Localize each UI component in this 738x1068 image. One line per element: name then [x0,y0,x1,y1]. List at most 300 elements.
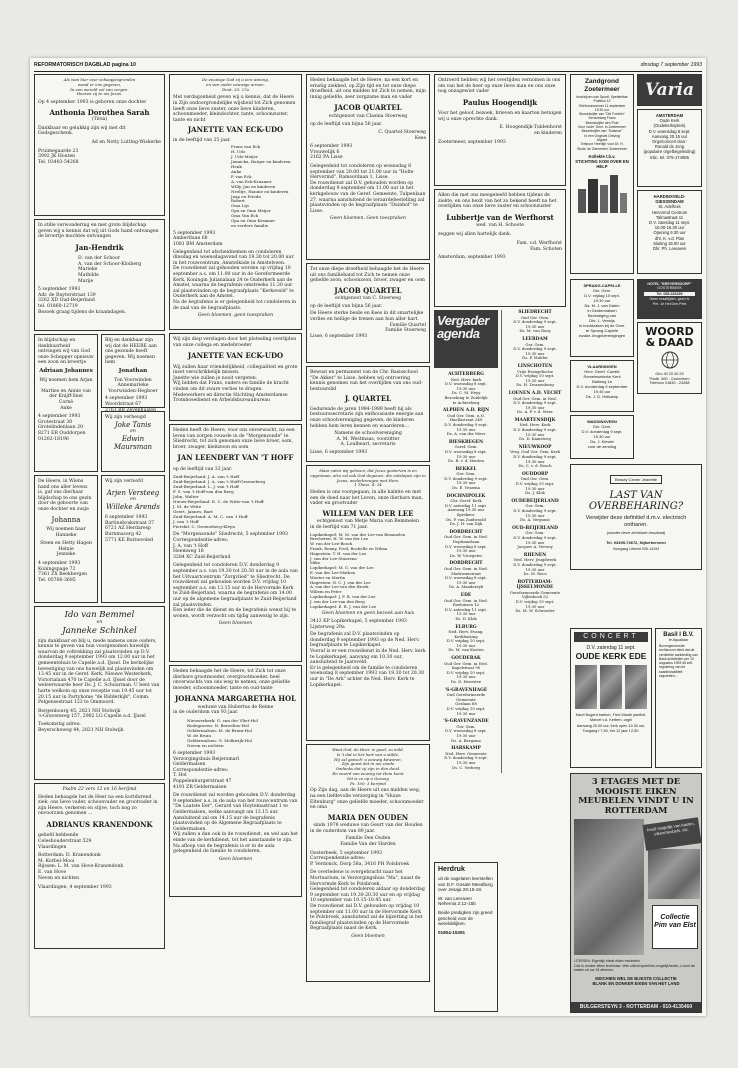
agenda-item [504,364,566,388]
ad-title: 3 ETAGES MET DE MOOISTE EIKEN MEUBELEN VINDT U IN ROTTERDAM [578,776,694,815]
engagement-notice-arjen-willeke [101,475,165,603]
thanks-notice-lubbertje [434,189,566,307]
hotel-phone: Tel. 085-333189 [644,292,695,296]
notice-intro: Tot onze diepe droefheid behaagde het de Heere uit ons familieband tot Zich te nemen onze geliefde zoon, schoonzoon, broer, zwager en oom [310,267,425,284]
agenda-item-details: Oud Ger. Gem. D.V. vrijdag 10 sept. 19.30 uur Ds. J. Klok [515,476,555,496]
agenda-right-list [504,310,566,614]
notice-intro: Heden heeft de Heere, voor ons onverwacht, na een leven van zorgen rouwde in de "Morgenzonde" te Sliedrecht, tot zich genomen onze lieve broer, oom, broer, zwager, kleinzoon en oom [173,428,295,450]
agenda-logo: Vergaderagenda [434,310,498,368]
notice-family: Rotterdam: D. Kranendonk M. Korbel-Mooi Rijssen: L. M. van Hove-Kranendonk E. van Hove Neven en nichten [38,853,124,881]
notice-name: JANETTE VAN ECK-UDO [187,125,284,135]
notice-future-address: Toekomstig adres: Beyerscheweg 44, 2821 NH Stolwijk [38,721,124,733]
notice-name: Adriaan Johannes [39,367,93,374]
notice-address: 6 september 1993 Bartinebrakstraat 37 6721 AZ Herdaresp Burnmacerg 42 5771 KE Burnevoled [105,515,154,543]
notice-thanks: Dankbaar en gelukkig zijn wij met dit Godsgeschenk. [38,125,126,137]
birth-notice-adriaan [34,334,98,472]
agenda-item-place: SLIEDRECHT [518,310,552,315]
agenda-item-details: Oud Ger. Gem. in Ned. Noptimaslaan D.V. woensdag 8 sept. 19.30 uur Ds. W. Vroegeter [444,534,488,558]
notice-intro: Op Zijn dag, aan de Heere uit ons midden weg, na een liefdevolle verzorging in "Huize Eltenburg" onze geliefde moeder, schoonmoeder en oma [310,788,424,811]
notice-sub: Wij noemen haar Hanneke [46,527,86,538]
notice-intro: Heden behaagde het de Heere, tot Zich tot onze dierbare grootmoeder, overgrootmoeder, heel onverwachts van ons weg te nemen, onze geliefde moeder, schoonmoeder, tante en oud-tante [173,669,291,691]
agenda-item [504,499,566,523]
notice-name-2: Janneke Schinkel [62,625,137,636]
ad-body: Verwijder deze definitief d.m.v. electrisch ontharen. [585,515,687,528]
agenda-item-details: Chr. Geref. Kerk D.V. zaterdag 11 sept. Aanvang 19.30 uur Sprekers: Ds. P. van Zuidwoold Ds. J. H. van Dijk [444,498,488,527]
agenda-item [434,688,498,717]
beauty-center-ad [570,464,702,570]
herdruk-note: Beide predigken zijn greed gescheid voor de wereldelijken. [438,909,493,927]
notice-family: Nieuwerkerk: G. van der Vliet-Hol Bodegraven: N. Boreelius-Hol Geldermalsen: M. de Bruin-Hol W. de Bruin Geldermalsen: G. Molkwijk-Hol Neven en nichten [187,718,258,749]
agenda-item [504,310,566,334]
notice-sign: Fam. v.d. Werfhorst Fam. Schoten [516,241,562,253]
varia-banner: Varia [637,74,702,106]
agenda-item-details: Ned. Herv. Gemeente D.V. donderdag 9 sept. 19.30 uur Ds. C. Verberg [444,750,488,770]
ads-mid-right [637,279,702,462]
agenda-item [434,467,498,491]
notice-details: Gelegenheid tot condoleren D.V. donderdag 9 september a.s. van 19.30 tot 20.30 uur in de aula van het Uitvaartcentrum "Zorgvlied" te Sliedrecht. De rouwdienst zal gehouden worden D.V. vrijdag 10 september a.s. om 13.15 uur in de Hervormde Kerk te Zuid-Beijerland, waarna de begrafenis om 14.00 uur op de algemene begraafplaats te Zuid-Beijerland zal plaatsvinden. Een ieder die de dienst en de begrafenis wenst bij te wonen, wordt verzocht om tijdig aanwezig te zijn. [173,563,298,619]
birth-notice-johanna [34,475,98,603]
notice-nickname: (Tirsa) [91,117,108,123]
agenda-item-place: DOCHNIPOLEK [446,493,486,499]
agenda-item-place: MAARTENSDIJK [514,417,556,423]
notice-verse: De eeuwige God zij u een woning, en van onder eeuwige armen. Deut. 33: 27a [201,77,270,92]
agenda-item [504,337,566,361]
notice-footer: Vlaardingen, 4 september 1993 [38,885,112,891]
death-notice-willem [306,465,430,741]
notice-address: Amsterdam, september 1993 [438,254,506,260]
notice-intro: Met verdagonheid geven wij u kennis, dat de Heere in Zijn ondoorgrondelijke wijsheid tot Zich genomen heeft onze lieve zuster, onze lieve kinderen, schoonmoeder, kleindochter, tante, schoonzuster, tante en nicht [173,95,296,123]
globe-icon [642,351,698,369]
basil-notice [655,628,702,768]
agenda-item [504,526,566,550]
notice-text: Bewust en permanent van de Chr. Basisschool "De Akker" te Lisse, hebben wij ontroering kennis genomen van het overlijden van ons oud-bestuurslid [310,370,423,392]
agenda-item [434,494,498,527]
agenda-item-details: Oud Ger. Gem. n.N. Haellastraat 249 D.V. donderdag 9 sept. 19.30 uur Ds. A. van der Meer [444,412,488,437]
agenda-item-details: Ger. Gem. D.V. donderdag 9 sept. 19.30 uur Jacques A. Verwey [513,530,557,550]
page-header [34,61,702,72]
notice-parents: Steen en Hetty Hagen Helnie Jenneke [40,541,92,558]
notice-name: JACOB QUARTEL [334,103,402,113]
herdruk-phone: 01804-15391 [438,929,466,935]
marriage-notice-ido-janneke [34,606,165,780]
notice-intro: Heden behaagde het de Heer na een kortdurend ziek, ons lieve vader, schoonvader en grootvader in zijn Heere, verkeren en stijve, toch nog zo onvoorzien genomen ... [38,794,158,817]
agenda-item [504,445,566,469]
agenda-item [434,408,498,437]
agenda-item-details: Oud Gereformeerde Gemeente Gezlaan 68 D.V. vrijdag 10 sept. 19.30 uur [446,692,486,716]
notice-age: op de leeftijd van bijna 56 jaar. [310,303,383,309]
concert-where: OUDE KERK EDE [575,651,647,661]
notice-text: De Heere, in Wiens hand ons aller levens is, gaf ons dierbaar blijdschap te ons gezin door de geboorte van onze dochter en zusje [38,479,92,512]
notice-text: Wij zijn diep verslagen door het plotseling overlijden van onze collega en medebroeder [173,337,297,348]
notice-sub: echtgenoot van Clasina Stoerweg [328,113,408,119]
notice-name: Paulus Hoogendijk [462,97,538,107]
ad-body: Bovengenoemde rechtsvorm dient dat de verdeelde aanbieding van Basil activiteiten per 10 augustus 1993 dit zelf-regulering van de kaartinstabiliteit stopzetten... [659,644,698,679]
agenda-item-details: Vrije Evangelische D.V. vrijdag 10 sept. 19.30 uur Ds. H. Zwanenburg [515,368,555,388]
performer-photo [600,665,622,709]
newspaper-page [30,58,706,1016]
ad-contact: Tel. 03495-73672, Nijkerkerveen [606,540,666,546]
herdruk-author: W. van Leeuwen Nehemia 2:12-15b [438,895,476,907]
notice-name-2: Willeke Arends [106,502,160,511]
notice-family: C. Quartel-Stoerweg Kees [378,130,426,141]
notice-details: Gelegenheid tot afscheidnemen en condoleren dinsdag en woensdagavond van 19.30 tot 20.00 uur in het rouwcentrum, Amstelkade in Amstelveen. De rouwdienst zal gehouden worden op vrijdag 10 september a.s. om 11.00 uur in de Gereformeerde Kerk, Koningin Julianalaan 24 te Ouderkerk aan de Amstel, waarna de begrafenis omstreeks 11.30 uur zal plaatsvinden op de begraafplaats "Kerkeveld" te Ouderkerk aan de Amstel. Na de begrafenis is er gelegenheid tot condoleren in de zaal van de begraafplaats. [173,249,297,311]
notice-name-2: Edwin Maursman [113,434,153,452]
notice-address: De "Morgenzonde" Sliedrecht, 5 september 1993 Correspondentie-adres: J. A. van 't Hoff Heemweg 18 3284 XC Zuid-Beijerland [173,532,288,560]
meubel-ad [570,773,702,1013]
column-2 [169,74,302,900]
notice-text: In blijdschap en dankbaarheid ontvingen wij van God onze Schepper opnieuw een zoon en broertje [38,338,94,366]
notice-intro: Wij zijn verloofd [105,479,143,484]
notice-name: Anthonia Dorothea Sarah [49,107,150,117]
agenda-left-column [434,310,498,773]
notice-name: Johanna [51,515,81,524]
notice-address: 3412 KP Lopikerkapel, 5 september 1993 Lijsterweg 29a [310,619,407,630]
concert-ad [570,628,652,768]
agenda-item-details: Oud Ger. Gem. in Ned. D.V. donderdag 9 sept. 19.30 uur Ds. A. P. v. d. Meer [513,395,557,415]
agenda-item-details: Ger. Gem. D.V. woensdag 8 sept. 19.30 uur Ds. A. Bergsma [444,723,488,743]
ad-body: St. Adelhuis Hervormd Centrum Talmastraat 11 D.V. zaterdag 11 sept. 10.00-16.30 uur Opening 9.30 uur dhr. K. v.d. Plas Sluiting 16.00 uur Dhr. Ph. Leeuwen [649,204,690,252]
header-right: dinsdag 7 september 1993 [640,62,702,68]
agenda-item-details: Ger. Gem. D.V. donderdag 9 sept. 19.30 uur Ds. E. Venema [444,471,488,491]
notice-and: en [96,620,103,625]
ad-promo: Kollekte t.b.v. STICHTING KOM OVER EN HELP [575,153,629,169]
notice-sub: wed. van H. Schoote [476,223,524,229]
ad-lines: LITERIEN: Eigentijk blank eiken meubelen Ook is donker eiken leverbaar. Vele uiterst speelfoto-mogelijkheden, u kunt de kasten uit uw 15 afmeren. [574,959,695,973]
notice-name: JAN LEENDERT VAN 'T HOFF [177,453,294,463]
column-1 [34,74,165,952]
agenda-item [504,553,566,577]
notice-name: JOHANNA MARGARETHA HOL [174,694,296,704]
city-skyline-icon [574,173,630,213]
zandgrond-ad [570,74,634,274]
agenda-item-details: Oud Ger. Gem. in Ned. Madrusmstraat D.V. woensdag 8 sept. 19.30 uur Ds. A. Mandeeryk [444,565,488,590]
notice-verse: Maar zalen wij geloven, dat Jezus gestorven is en opgestaan, alzo zal ook God degenen, die ontslapen zijn in Jezus, wederbrengen met Hem. 1 Thess. 4: 14 [310,468,426,488]
herdruk-box [434,862,498,1012]
notice-and: en [130,429,136,435]
column-4 [434,74,566,935]
agenda-item-place: LEERDAM [522,336,548,342]
notice-body: Gedurende de jaren 1984-1989 heeft hij als bestuurssecretaris zijn enthousiaste energie aan onze schoolvereniging gegeven, de kinderen hebben hem leren kennen en waarderen... [310,406,424,429]
ad-body: Oude Kerk (Oudekerksplein) D.V. woensdag 8 sept. Aanvang 20.15 uur Orgelconcert door: Ronald de Jong (populaire orgelbegeleiding) Inlic. tel. 075-174685 [643,118,696,160]
hotel-name: HOTEL "BREYERSDORP" [647,282,692,286]
notice-family: Familie Quartel Familie Stoerweg [385,322,426,334]
notice-row-1 [34,334,165,475]
concert-time: Aanvang 20.00 uur, kerk open 19.30 uur. Toegang f 7,50, t/m 12 jaar f 2,50. [576,724,646,734]
agenda-item-details: Geref. Gem. D.V. woensdag 8 sept. 19.30 uur Ds. R. v. d. Houten [444,444,488,464]
column-3 [306,74,430,985]
notice-details: De overledene is overgebracht naar het Mortuarium, in Verzorgingshuis "Ma", naast de Hervormde Kerk te Polsbroek. Gelegenheid tot condoleren aldaar op donderdag 9 september van 19.30-20.30 uur en op vrijdag 10 september van 10.15-10.45 uur. De rouwdienst zal D.V. gehouden op vrijdag 10 september om 11.00 uur in de Hervormde Kerk te Polsbroek, aansluitend zal de bijzetting in het familiegraf plaatsvinden op de Hervormde Begraafplaats naast de Kerk. [310,870,425,932]
ad-badge: Beauty Center Jeanette [610,475,662,484]
ad-small: Voorgang Utrecht 036-14194 [612,547,660,552]
death-notice-janette-2 [169,333,302,421]
agenda-item-place: ELBURG [455,624,477,630]
agenda-item-place: ALPHEN A.D. RIJN [442,408,490,414]
ads-top-row [570,74,702,277]
agenda-item-place: EDE [460,592,472,598]
ad-title: HARDINXVELD-GIESSENDAM [653,194,686,205]
agenda-item-place: LOENEN A.D. VECHT [508,390,562,396]
birth-notice-jan-hendrik [34,219,165,331]
notice-sub: echtgenoot van C. Stoerweg [335,296,401,302]
ad-title: LAST VAN OVERBEHARING? [588,490,684,512]
notice-family: Zuid-Beijerland: J. A. van 't Hoff Zuid-Beijerland: J. A. van 't Hoff-Groeneberg Zuid-Beijerland: L. J. van 't Hoff F. S. van 't Hoff-van den Berg John, Walter Nieuw-Beijerland: E. C. de Witte-van 't Hoff J. M. de Witte Geert, Jannes, Bart Zuid-Beijerland: A. M. C. van 't Hoff J. van 't Hoff Piershil: C. Groeneberg-Kleyn [173,474,266,530]
notice-sub: weduwe van Hubertus de Reime [197,704,274,710]
ad-title: SPRANG-CAPELLE [583,283,621,288]
notice-age: op de leeftijd van 32 jaar. [173,466,233,472]
notice-text: Ontroerd hebben wij het overlijden vernomen in ons om van het de heer op onze lieve man en ons onze nog onzagewiet vader [438,78,561,95]
notice-family: Frans van Eck H. Udo J. Udo-Meijer Jannicka, Rutger en kinderen Henk Anke P. van Eck A. van Eck-Kraamer Willy, Jan en kinderen Neeltje, Hannie en kinderen Jaap en Frieda Robert Oma Lijs Opa en Oma Meijer Oma Van Eck Opa en Oma Kraamer en verdere familie [231,144,291,228]
agenda-item [434,440,498,464]
ad-body: Ger. Gem. D.V. donderdag 9 sept. 19.30 uur Ds. J. Kieviet voor de zending [581,424,623,449]
agenda-item [434,561,498,590]
notice-and: en [130,497,136,503]
header-left: REFORMATORISCH DAGBLAD pagina 10 [34,62,136,68]
notice-body: De Heere sterke beide en Kees in dit smartelijke verlies en heilige de trenen aan hun aller hart. [310,311,424,323]
agenda-item-details: Verg. Oud Ger. Gem. Kerk D.V. donderdag 9 sept. 19.30 uur Ds. C. v. d. Bosch [510,449,560,469]
notice-footer: Geen bloemen [351,933,385,939]
ad-sub: Giro 40 20 40 25 Postb. 560 - Gorinchem Telefoon 01830 - 24288 [649,372,690,386]
ad-body: Ger. Gem. D.V. vrijdag 10 sept. 19.30 uur Ds. M. J. van Dalen in Geldermalsen Bevestiging van Dhr. L. Verwijs In hoofdzaken bij de Gem. te Sprang-Capelle inzake Jeugdverenigingen [578,288,626,338]
notice-name-1: Arjen Versteeg [106,488,160,497]
notice-details: Gelegenheid tot condoleren op woensdag 8 september van 20.00 tot 21.00 uur in "Holte Hervormd", Ramsordaan 1, Lisse. De rouwdienst zal D.V. gehouden worden op donderdag 9 september om 11.00 uur in het kerkgebouw van de Geref. Gemeente, Tulpenlaan 27, waarna aansluitend de teraardebestelling zal plaatsvinden op de begraafplaats "Duinhof" te Lisse. [310,164,426,214]
notice-parents: Ton Voorwinden Annemarieke Voorwinden-Hegboer [108,377,158,394]
agenda-item-place: 'S-GRAVENHAGE [444,687,488,693]
agenda-right-column [501,310,566,773]
concert-title: CONCERT [574,632,648,642]
waddinxveen-ad [570,415,634,459]
ad-sub: te Aquabaar [668,638,689,642]
death-notice-jacob-2 [306,263,430,363]
notice-name: MARIA DEN OUDEN [327,812,409,822]
agenda-item [504,580,566,614]
notice-address: 5 september 1993 Ambertlaan 68 1081 BM Amsterdam [173,230,223,248]
notice-family: Familie Den Ouden Familie Van der Harden [340,836,396,848]
notice-footer: Geen bloemen [218,621,253,627]
notice-parents: Ad en Netty Lutting-Wiskerke [91,140,161,146]
hotel-ad [637,279,702,319]
notice-body: Wij zullen haar vriendelijkheid, collegialiteit en grote inzet verschrikkelijk missen. Janette wie zullen je nooit vergeten. Wij bidden dat Frans, ouders en familie de kracht vinden om dit zware verlies te dragen. Medewerkers en directie Stichting Amsterdamse Trombosedienst en Arbeidsbureaubureau [173,364,298,404]
notice-stack [101,334,165,475]
agenda-item [504,472,566,496]
notice-row-2 [34,475,165,606]
agenda-item-place: ACHTERBERG [448,372,484,377]
sprang-capelle-ad [570,279,634,357]
agenda-item-details: Ger. Gem. D.V. donderdag 9 sept. 19.30 uur Ds. P. Mulder [513,341,557,361]
agenda-item [434,372,498,405]
ad-title: WADDINXVEEN [587,419,617,424]
notice-name: Jonathan [118,367,148,374]
hotel-line4: Geen maaltijden, geen tv [649,297,690,302]
notice-intro: Heden is ons voorgegaan, in alle kalmte en met een de doed naar het Leven, onze dierbare man, vader en grootvader [310,490,424,507]
agenda-item-details: Ger. Gem. D.V. donderdag 9 sept. 19.30 uur Ds. A. Vergunst [513,503,557,523]
notice-footer: Geen bloemen. Geen toespraken [330,216,406,222]
ad-body: Herv. Geref. Comité Romeinsekerke Kerk Baltweg 1a D.V. donderdag 9 september 19.45 uur Ds. J. D. Heikamp [576,369,628,399]
agenda-item [434,719,498,743]
notice-sub: sinds 1978 weduwe van Geurt van der Houden [313,823,423,829]
notice-footer: Geen bloemen en geen bezoek aan huis [321,611,415,617]
ad-address: BULGERSTEYN 3 - ROTTERDAM - 010-4135460 [571,1002,701,1012]
shop-logo: Collectie Pim van Elst [652,905,698,949]
notice-family: Lopikerkapel: M. M. van der Lee-van Bemmelen Brecheren: H. W. van der Lee W. van der Lee-Bosch Frank, Ronny, Fred, Rochelle en Wilma Hagestein: T. H. van der Lee J. van der Lee-Stuurenn Mike Lopikerkapel: M. G. van der Lee E. van der Lee-Mathen Wouter en Martin Hagestein: N. C. J. van der Lee A. van der Lee-van den Broek Willem en Peter Lopikerkapel: J. F. R. van der Lee J. van der Lee-van den Berg Lopikerkapel: E. R. J. van der Lee [310,531,406,609]
concert-row [570,628,702,771]
ad-title: AMSTERDAM [655,113,684,118]
woord-daad-ad [637,322,702,394]
death-notice-janette-1 [169,74,302,330]
notice-name: JACOB QUARTEL [334,285,402,295]
notice-text: Allen die met ons meegeleefd hebben tijdens de ziekte, en ons bezit van het zo bekend heeft na het overlijden van onze lieve zuster en schoonzuster [438,193,557,210]
notice-verse: Als wan hier over schaapjesgronden wand er ons gegeven, In een wereld vol van zorgen. Heeren zij te uw Jezus. [63,77,136,97]
death-notice-maria [306,744,430,982]
varia-column [637,74,702,277]
notice-address: Zoetermeer, september 1993 [438,139,506,145]
notice-name: ADRIANUS KRANENDONK [46,819,153,829]
notice-address: 6 september 1993 Verzorgingshuis Beijersmarl Geldermalsen Correspondentie-adres: T. Hol Poppelenburgerstraat 47 4191 ZR Geldermalsen [173,751,240,790]
notice-address: Lisse, 6 september 1993 [310,333,368,339]
birth-notice-jonathan [101,334,165,413]
ad-body: Inschrijven van Sportf. Spetterklas Postbus 12 Telefoonnummer 11 september 19.30 uur Bezoekcijfer van "Die Fontein" Serviceweg Frans Bezoekcijfer den Post Voor 'oude' Gem. in Zoetermeer Bezoekcijfer van "Solamar" In een Ongeval Ontving Algoed Trefpunt 'Heerlijk' voor Dr. H. Sinds 'de Gemeeten' Zoetermeer [576,95,628,151]
agenda-item-place: DORDRECHT [449,561,483,567]
ads-mid-row [570,279,702,462]
agenda-item-place: OUD-BEIJERLAND [512,525,558,531]
agenda-item-place: HARSKAMP [451,746,481,752]
agenda-item-place: LINSCHOTEN [517,363,553,369]
agenda-item [434,656,498,685]
amsterdam-ad [637,109,702,187]
notice-sub: geliefd hebbende Celeshouderstraat 529 Vlaardingen [38,833,92,850]
notice-sign: Namens de schoolvereniging A. M. Westmaas, voorzitter A. Loulbeart, secretaris [334,431,402,448]
agenda-item-place: DORDRECHT [449,529,483,535]
hotel-line5: Per. 1e Hei Den Peel [652,301,687,306]
agenda-item-place: BEKKEL [455,466,477,472]
notice-address: Pruimegaarde 23 3992 JK Houten Tel. 03403-54268 [38,148,79,165]
hardinxveld-ad [637,190,702,274]
notice-address: 4 september 1993 Grotestraat 30 Grotelindenlaan 20 8271 ER Ouddorpen 01202-18196 [38,414,86,442]
concert-photos [574,665,648,709]
agenda-item-place: OUDDORP [521,471,549,477]
agenda-item-details: Oud Ger. Gem. in Ned. Kapelstraat 90 D.V. vrijdag 10 sept. 19.30 uur Ds. D. Heerstee [444,660,488,685]
notice-name: J. QUARTEL [344,394,392,404]
agenda-item [434,746,498,770]
agenda-item [504,418,566,442]
notice-date: Op 4 september 1993 is geboren onze dochter [38,100,147,106]
ad-title: VLAARDINGEN [587,364,617,369]
agenda-item-details: Ned. Herv. kerk D.V. woensdag 8 sept. 19.30 uur Ds. C. M. Heyy Bezoeking te Zuidelijk te Achterberg [444,376,488,405]
notice-intro: Wij zijn verheugd [105,415,146,420]
agenda-item-details: Oud Ger. Gem. in Ned. Roehuizen 12 D.V. zaterdag 11 sept. 19.30 uur Ds. D. Klok [444,597,488,621]
agenda-item-details: Ned. Herv. Kerk D.V. donderdag 9 sept. 19.30 uur Ds. D. Kamsteeg [513,422,557,442]
agenda-item [434,530,498,559]
notice-intro: In stille verwondering en met grote blijdschap geven wij u kennis dat wij uit Gods hand ontvangen de broertje muchtes ontvangen [38,223,159,240]
notice-body: Voor het geloof, bezoek, brieven en kaarten betuigen wij u onze oprechte dank. [438,111,562,122]
notice-name: Lubbertje van de Werfhorst [446,212,554,222]
notice-name: WILLEM VAN DER LEE [322,508,414,518]
agenda-item [434,593,498,622]
agenda-item-place: ROTTERDAM-IJSSELMONDE [516,579,554,591]
concert-when: D.V. zaterdag 11 sept. [586,645,636,651]
notice-sign: E. Hoogendijk-Tuldenhorst en kinderen [499,125,562,137]
death-notice-quartel-school [306,366,430,462]
hotel-place: OOSTERBEEK [657,286,682,291]
notice-body: zijn dankbaar en blij u, mede namens onze ouders, kennis te geven van hun voorgenomen huwelijk waarvan de voltrekking zal plaatsvinden op D.V. donderdag 9 september 1993 om 12.00 uur in het gemeentehuis te Capelle a.d. IJssel. De kerkelijke bevestiging van ons huwelijk zal plaatsvinden om 13.45 uur in de Geref. Kerk, Nieuwe Westerkerk, Victorialaan 470 te Capelle a.d. IJssel door de weleerwaarde heer Ds. J. C. Schuurman. U bent van harte welkom op onze receptie van 19.45 uur tot 20.15 uur in Partyhome "de Ridderkijk", Comm. Pelgensestraat 123 te Ommoord. [38,638,160,706]
furniture-photo-area [574,819,698,955]
notice-name: Jan-Hendrik [75,242,124,252]
agenda-item-details: Oud Ger. Gem. D.V. donderdag 9 sept. 19.30 uur Ds. M. van Rooy [513,314,557,334]
notice-footer: Geen bloemen [218,856,253,862]
notice-family: D. van der Schoor A. van der Schoor-Kloiberg Marieke Mathilde Marije [78,256,142,284]
marriage-notice-joke-edwin [101,411,165,472]
notice-address: Oosterbeek, 5 september 1993 Correspondentie-adres: P. Verdonck, Dorp 58a, 3416 PH Polsbroek [310,850,409,867]
agenda-item-place: BIESKREGEN [448,439,484,445]
agenda-item-place: OUDEBEIJERLAND [511,498,559,504]
ads-mid-left [570,279,634,462]
death-notice-johanna-margaretha [169,665,302,897]
agenda-item-place: NIEUWKOOP [518,444,552,450]
notice-note: Bezoek graag tijdens de kraamdagen. [38,309,127,315]
notice-address: 4 september 1993 Koningspage 72 7361 ZX Beekbergen Tel. 05766-3685 [38,561,88,583]
agenda-item [434,625,498,654]
notice-address: 5 september 1993 Adr. de Ruyterstraat 139 3262 XD Oud-Beijerland tel. 01860-12719 [38,287,96,310]
ad-title: Zandgrond Zoetermeer [584,78,620,93]
notice-text: Blij en dankbaar zijn wij dat de HEERE aan ons gezonde heeft gegeven. Wij noemen hem [105,338,157,366]
ad-stamp: Inruil mogelijk van kasten, eikenmeubels, etc. [642,818,701,852]
notice-age: in de leeftijd van 71 jaar. [310,525,368,531]
agenda-item-details: Ned. Herv. Evang. Kerkbuizing D.V. vrijdag 10 sept. 19.30 uur Ds. M. van Kooten [446,629,486,653]
agenda-section [434,310,566,773]
death-notice-jan-leendert [169,424,302,662]
vlaardingen-ad [570,360,634,412]
notice-details: De rouwdienst zal worden gehouden D.V. donderdag 9 september a.s. in de aula van het rouwcentrum van "De Laatste Eer", Gerard van Hoytemastraat 1 te Geldermalsen, welke aanvangt om 13.15 uur. Aansluitend zal om 14.15 uur de begrafenis plaatsvinden op de Algemene Begraafplaats te Geldermalsen. Wij zullen u dan ook in de rouwdienst, en wel aan het einde van de kerkdienst, tot het aanstaande te zijn. Na afloop van de begrafenis is er in de aula gelegenheid de familie te condoleren. [173,793,298,855]
agenda-item-place: 'S-GRAVENZANDE [443,719,489,725]
notice-verse: Psalm 22 vers 12 en 16 berijmd [62,787,137,792]
notice-footer: Geen bloemen, geen toespraken [197,313,274,319]
notice-address: Bergenbourg 45, 2821 NH Stolwijk 's-Gravenweg 157, 2902 LG Capelle a.d. IJssel [38,708,146,720]
thanks-notice-paulus [434,74,566,186]
ad-title: WOORD & DAAD [645,325,694,349]
agenda-item-details: Ned. Herv. Jeugdwerk D.V. donderdag 9 sept. 19.30 uur Ds. M. Roos [513,557,557,577]
notice-address: 4 september 1993 Woordstraat 67 2761 BB Zevenhuizen [105,396,157,413]
notice-age: op de leeftijd van bijna 56 jaar. [310,122,383,128]
death-notice-adrianus [34,783,165,949]
notice-name-1: Joke Tanis [114,420,152,429]
notice-name: JANETTE VAN ECK-UDO [187,351,284,361]
notice-name-1: Ido van Bemmel [64,610,135,620]
notice-age: in de ouderdom van 89 jaar. [310,828,376,834]
death-notice-jacob-1 [306,74,430,260]
birth-notice-anthonia [34,74,165,216]
notice-address: 6 september 1993 Vrouwelijk 6 2162 PA Lisse [310,144,353,161]
agenda-item-place: GOUDERAK [451,656,481,662]
agenda-item-details: Gereformeerde Gemeente Vijlenhoek 52 D.V. vrijdag 10 sept. 19.30 uur Ds. M. W. Schroeder [509,589,561,614]
notice-address: Lisse, 6 september 1993 [310,450,368,456]
notice-parents: Wij noemen hem Arjan Marties en Annie van der Knijff-Snel Cornè Anke [39,377,93,411]
ad-note: (zonder deze zichtbare resultaat) [606,530,666,536]
agenda-left-list [434,372,498,770]
cabinet-photo [648,849,700,899]
notice-age: in de ouderdom van 93 jaar. [173,710,239,716]
notice-details: De begrafenis zal D.V. plaatsvinden op donderdag 9 september 1993 op de Ned. Herv. begraafplaats te Lopikerkapel. Vooraf is er een rouwdienst in de Ned. Herv. kerk te Lopikerkapel, aanvang om 10.30 uur, aansluitend te Jaarsveld. Er is gelegenheid om de familie te condoleren woensdag 8 september 1993 van 19.30 tot 20.30 uur in "De Ark" achter de Ned. Herv. Kerk te Lopikerkapel. [310,632,426,688]
notice-intro: Heden behaagde het de Heere, na een kort en ernstig ziekbed, op Zijn tijd en tot onze diepe droefheid, uit ons midden tot Zich te nemen, mijn innig geliefde, zeer zorgzame man en vader [310,78,426,100]
herdruk-body: uit de nagelaten leerstellen van D.F. Gosale Meedburg over Jesaja 26:15-18. [438,876,493,893]
bottom-right-ads [570,628,702,1016]
performer-photo [575,665,597,709]
column-5 [570,74,702,573]
ad-title: Basil I B.V. [663,632,694,638]
cabinet-photo [574,819,644,955]
notice-verse: Want God, de Heer, is goed, zo mild, Is 't dat in het hart van u stilde, Hij zal gansch' u eeuwig bewaren, Zijn gunst dat in uw zonde Ondanks dat zij zijn in den dood. En woord van eeuwig tot Hem komt Dit is zo op u Gesong Ps. 100: 3 berijmd [332,747,404,786]
notice-sub: echtgenoot van Metje Maria van Bemmelen [317,519,419,525]
notice-age: in de leeftijd van 25 jaar. [173,137,231,143]
agenda-item [504,391,566,415]
